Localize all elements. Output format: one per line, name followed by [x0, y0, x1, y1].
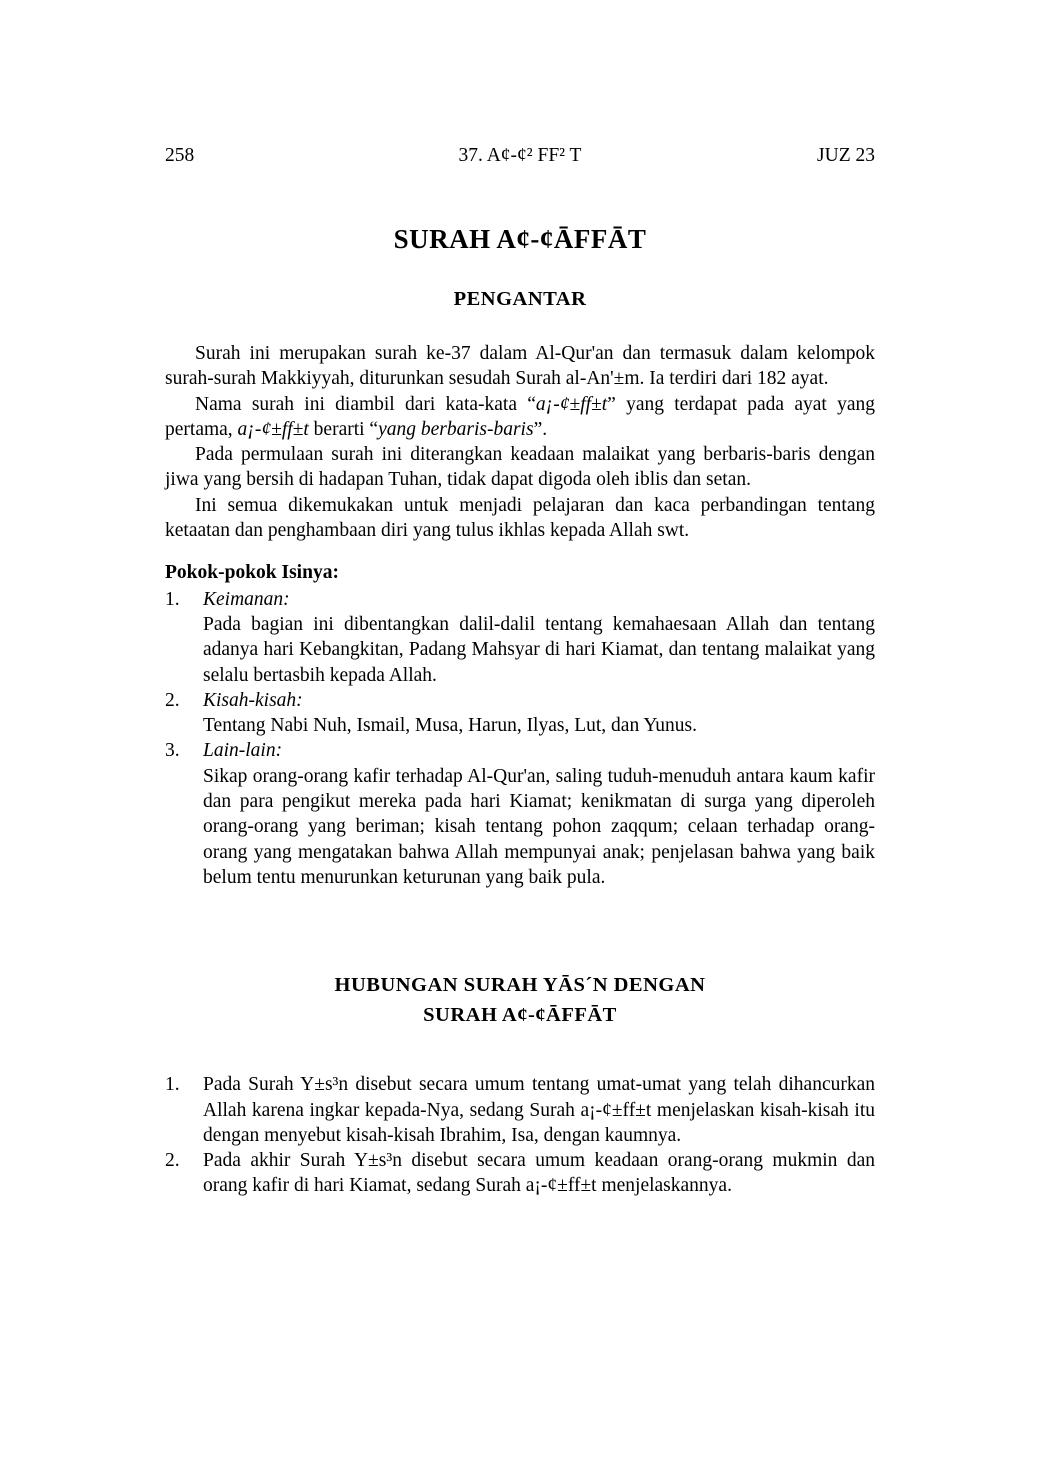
list-item	[165, 738, 875, 890]
list-item-body: Pada bagian ini dibentangkan dalil-dalil tentang kemahaesaan Allah dan tentang adanya hari Kebangkitan, Padang Mahsyar di hari Kiamat, dan tentang malaikat yang selalu bertasbih kepada Allah.	[203, 613, 875, 686]
intro-paragraph-4: Ini semua dikemukakan untuk menjadi pelajaran dan kaca perbandingan tentang ketaatan dan penghambaan diri yang tulus ikhlas kepada Allah swt.	[165, 494, 875, 542]
hubungan-heading-line2: SURAH A¢-¢ĀFFĀT	[423, 1004, 617, 1027]
intro-paragraph-1: Surah ini merupakan surah ke-37 dalam Al-Qur'an dan termasuk dalam kelompok surah-surah Makkiyyah, diturunkan sesudah Surah al-An'±m. Ia terdiri dari 182 ayat.	[165, 343, 875, 390]
transliteration-term: a¡-¢±ff±t	[535, 393, 608, 415]
list-item-body: Pada Surah Y±s³n disebut secara umum tentang umat-umat yang telah dihancurkan Allah karena ingkar kepada-Nya, sedang Surah a¡-¢±ff±t menjelaskan kisah-kisah itu dengan menyebut kisah-kisah Ibrahim, Isa, dengan kaumnya.	[203, 1074, 875, 1146]
list-item-body: Tentang Nabi Nuh, Ismail, Musa, Harun, Ilyas, Lut, dan Yunus.	[203, 715, 697, 737]
page-number: 258	[165, 145, 195, 166]
list-item-content	[203, 1148, 875, 1199]
intro-paragraph-2	[165, 392, 875, 443]
text-run: ” yang terdapat pada ayat yang pertama,	[165, 393, 875, 440]
juz-label: JUZ 23	[817, 145, 875, 166]
translation-term: yang berbaris-baris	[378, 418, 534, 440]
list-item-body: Sikap orang-orang kafir terhadap Al-Qur'an, saling tuduh-menuduh antara kaum kafir dan para pengikut mereka pada hari Kiamat; kenikmatan di surga yang diperoleh orang-orang yang beriman; kisah tentang pohon zaqqum; celaan terhadap orang-orang yang mengatakan bahwa Allah mempunyai anak; penjelasan bahwa yang baik belum tentu menurunkan keturunan yang baik pula.	[203, 765, 875, 888]
list-number: 2.	[165, 1150, 180, 1172]
text-run: Nama surah ini diambil dari kata-kata “	[195, 393, 536, 415]
page-header	[165, 145, 875, 167]
list-number: 1.	[165, 588, 180, 610]
pengantar-heading: PENGANTAR	[453, 288, 587, 310]
list-item	[165, 688, 875, 739]
transliteration-term: a¡-¢±ff±t	[237, 418, 309, 440]
list-item-content	[203, 738, 875, 890]
list-item-label: Kisah-kisah:	[203, 689, 303, 711]
list-item	[165, 1148, 875, 1199]
surah-title: SURAH A¢-¢ĀFFĀT	[393, 224, 647, 254]
list-item	[165, 587, 875, 688]
list-item	[165, 1072, 875, 1148]
list-number: 1.	[165, 1074, 180, 1096]
intro-paragraph-3: Pada permulaan surah ini diterangkan keadaan malaikat yang berbaris-baris dengan jiwa yang bersih di hadapan Tuhan, tidak dapat digoda oleh iblis dan setan.	[165, 444, 875, 491]
list-number: 3.	[165, 740, 180, 762]
pokok-list	[165, 587, 875, 891]
pokok-heading: Pokok-pokok Isinya:	[165, 562, 339, 584]
list-item-label: Lain-lain:	[203, 740, 283, 762]
hubungan-heading	[165, 970, 875, 1030]
hubungan-heading-line1: HUBUNGAN SURAH YĀS´N DENGAN	[334, 974, 706, 997]
list-number: 2.	[165, 689, 180, 711]
text-run: ”.	[533, 418, 548, 440]
list-item-content	[203, 587, 875, 688]
list-item-content	[203, 688, 875, 739]
running-title: 37. A¢-¢² FF² T	[458, 145, 582, 166]
hubungan-list	[165, 1072, 875, 1198]
list-item-label: Keimanan:	[203, 588, 290, 610]
list-item-body: Pada akhir Surah Y±s³n disebut secara umum keadaan orang-orang mukmin dan orang kafir di hari Kiamat, sedang Surah a¡-¢±ff±t menjelaskannya.	[203, 1150, 875, 1197]
intro-section	[165, 341, 875, 543]
text-run: berarti “	[308, 418, 379, 440]
list-item-content	[203, 1072, 875, 1148]
